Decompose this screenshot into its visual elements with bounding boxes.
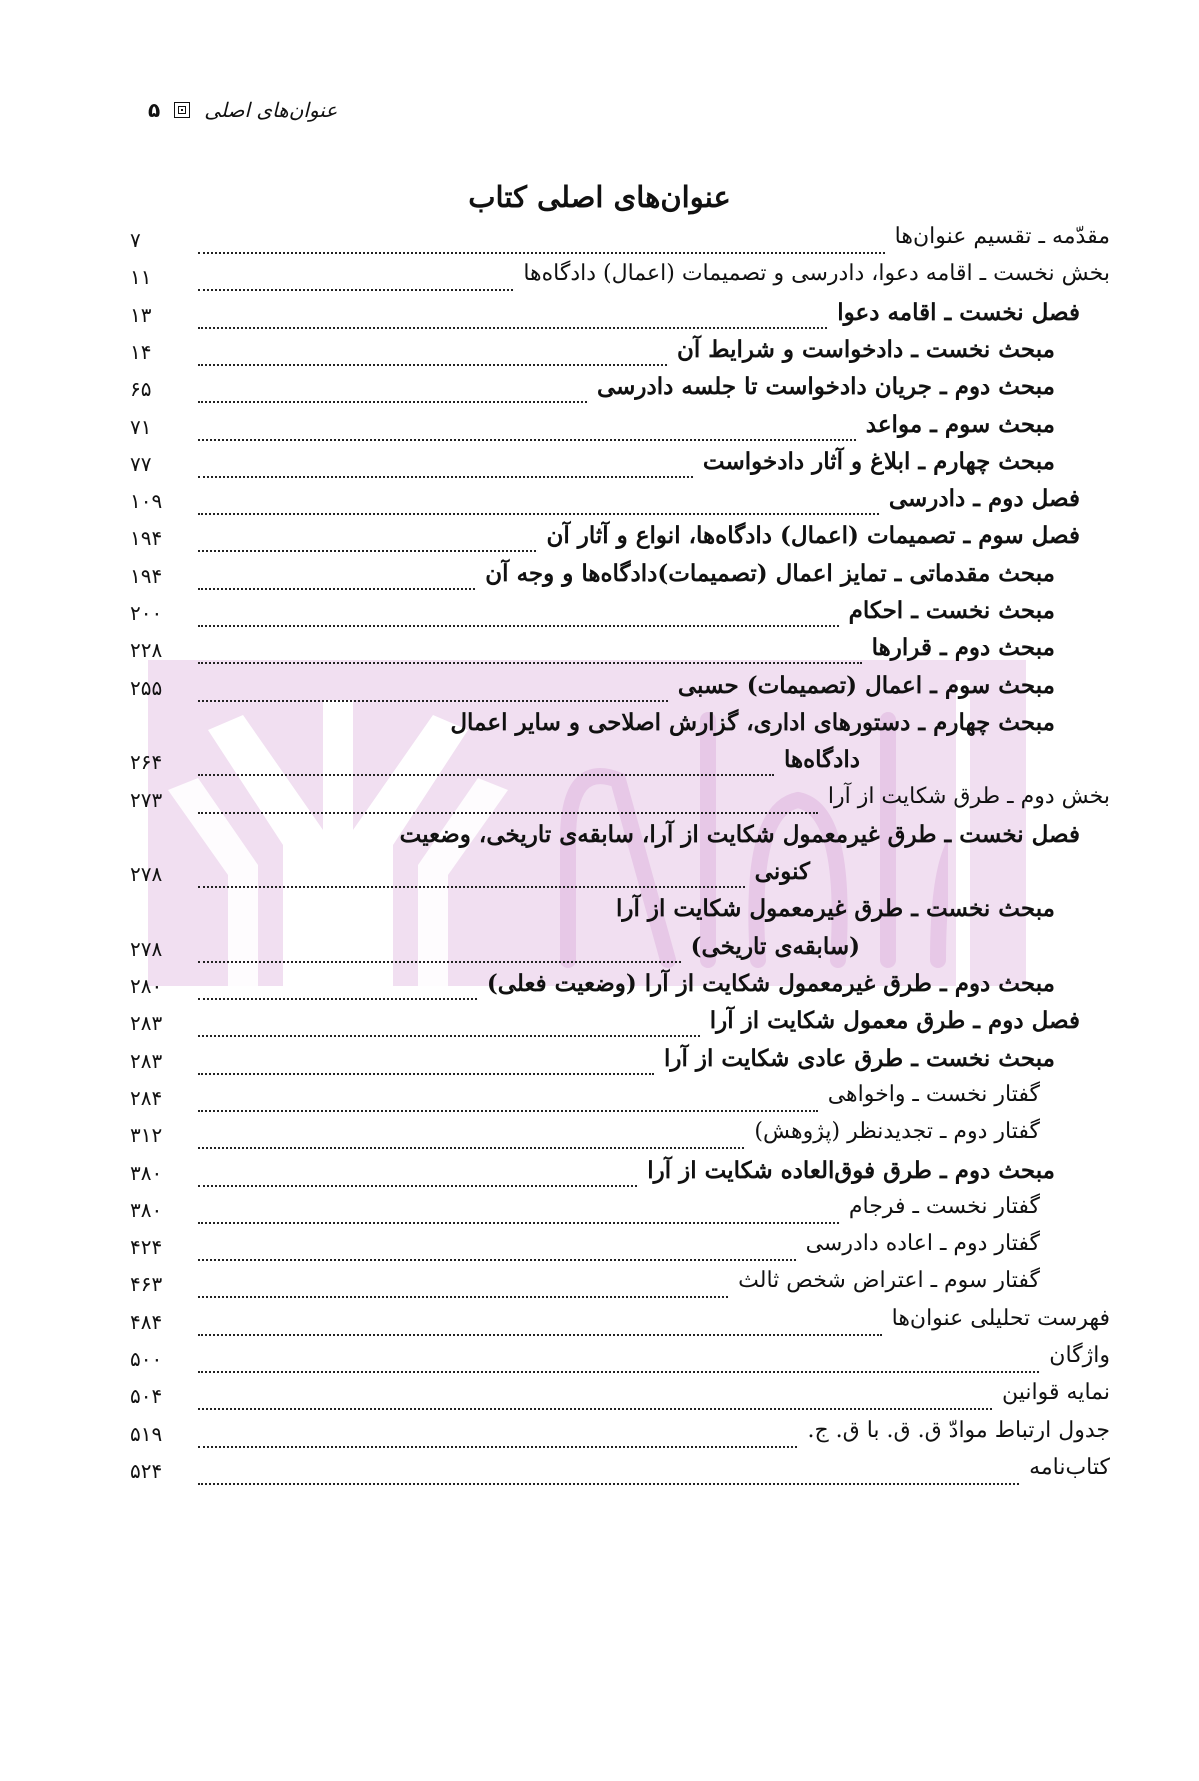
toc-entry[interactable]	[0, 1043, 1199, 1085]
toc-entry[interactable]	[0, 1453, 1199, 1495]
dot-leader	[198, 377, 587, 403]
toc-entry-page-number: ۴۶۳	[130, 1272, 163, 1297]
toc-entry-page-number: ۳۱۲	[130, 1123, 163, 1148]
framed-square-icon	[174, 102, 190, 118]
toc-entry[interactable]	[0, 1229, 1199, 1271]
toc-entry[interactable]	[0, 1304, 1199, 1346]
toc-entry[interactable]	[0, 409, 1199, 451]
toc-entry-label: مقدّمه ـ تقسیم عنوان‌ها	[894, 224, 1110, 249]
toc-entry[interactable]	[0, 931, 1199, 973]
toc-entry[interactable]	[0, 1117, 1199, 1159]
toc-entry-label: فصل نخست ـ طرق غیرمعمول شکایت از آرا، سابقه‌ی تاریخی، وضعیت	[399, 820, 1080, 848]
toc-entry-page-number: ۲۶۴	[130, 750, 163, 775]
toc-entry-label: گفتار دوم ـ تجدیدنظر (پژوهش)	[754, 1119, 1040, 1145]
toc-entry-label: مبحث مقدماتی ـ تمایز اعمال (تصمیمات)دادگاه‌ها و وجه آن	[485, 559, 1055, 587]
toc-entry-page-number: ۱۹۴	[130, 526, 163, 551]
toc-entry[interactable]	[0, 259, 1199, 301]
toc-entry-page-number: ۲۷۳	[130, 787, 163, 812]
dot-leader	[198, 788, 818, 814]
toc-entry-page-number: ۱۰۹	[130, 489, 163, 514]
toc-entry[interactable]	[0, 632, 1199, 674]
toc-entry[interactable]	[0, 334, 1199, 376]
dot-leader	[198, 937, 681, 963]
dot-leader	[198, 1310, 882, 1336]
toc-entry-page-number: ۲۸۳	[130, 1048, 163, 1073]
running-header-title: عنوان‌های اصلی	[204, 98, 338, 122]
toc-entry-page-number: ۲۷۸	[130, 862, 163, 887]
toc-entry-page-number: ۲۵۵	[130, 675, 163, 700]
toc-entry-page-number: ۲۲۸	[130, 638, 163, 663]
toc-entry-label: مبحث دوم ـ طرق غیرمعمول شکایت از آرا (وضعیت فعلی)	[486, 970, 1055, 997]
toc-entry-label: مبحث سوم ـ اعمال (تصمیمات) حسبی	[677, 671, 1055, 699]
toc-entry-page-number: ۵۱۹	[130, 1421, 163, 1446]
toc-entry[interactable]	[0, 446, 1199, 488]
toc-entry-page-number: ۲۸۳	[130, 1011, 163, 1036]
toc-entry-label: (سابقه‌ی تاریخی)	[690, 932, 860, 960]
toc-entry-page-number: ۵۲۴	[130, 1458, 163, 1483]
toc-entry-page-number: ۷۷	[130, 451, 152, 476]
toc-entry[interactable]	[0, 1416, 1199, 1458]
dot-leader	[198, 526, 536, 552]
toc-entry-page-number: ۲۸۰	[130, 974, 163, 998]
toc-title: عنوان‌های اصلی کتاب	[468, 180, 731, 214]
dot-leader	[198, 638, 862, 664]
toc-entry[interactable]	[0, 1192, 1199, 1234]
toc-entry[interactable]	[0, 558, 1199, 600]
dot-leader	[198, 1235, 796, 1261]
dot-leader	[198, 1459, 1019, 1485]
toc-entry-page-number: ۲۷۸	[130, 936, 163, 961]
dot-leader	[198, 1011, 700, 1037]
toc-entry-page-number: ۱۴	[130, 339, 152, 364]
toc-entry[interactable]	[0, 1341, 1199, 1383]
toc-entry-page-number: ۱۳	[130, 302, 152, 327]
dot-leader	[198, 862, 745, 888]
toc-entry[interactable]	[0, 371, 1199, 413]
toc-entry-label: مبحث چهارم ـ ابلاغ و آثار دادخواست	[702, 447, 1055, 475]
toc-entry[interactable]	[0, 1080, 1199, 1122]
toc-entry-label: مبحث نخست ـ طرق عادی شکایت از آرا	[664, 1044, 1055, 1072]
toc-entry-label: بخش دوم ـ طرق شکایت از آرا	[827, 783, 1110, 809]
dot-leader	[198, 340, 667, 366]
dot-leader	[198, 452, 693, 478]
dot-leader	[198, 1123, 744, 1149]
toc-entry[interactable]	[0, 595, 1199, 637]
dot-leader	[198, 303, 827, 329]
toc-entry[interactable]	[0, 297, 1199, 339]
toc-entry-page-number: ۴۲۴	[130, 1235, 163, 1260]
toc-entry[interactable]	[0, 520, 1199, 562]
toc-entry-page-number: ۱۹۴	[130, 563, 163, 588]
page-number: ۵	[148, 98, 161, 122]
toc-entry-label: فصل سوم ـ تصمیمات (اعمال) دادگاه‌ها، انواع و آثار آن	[546, 522, 1080, 550]
toc-entry-page-number: ۳۸۰	[130, 1197, 163, 1222]
toc-entry-page-number: ۶۵	[130, 377, 152, 402]
dot-leader	[198, 750, 774, 776]
toc-entry-label: مبحث نخست ـ احکام	[848, 597, 1055, 624]
toc-entry-line	[0, 707, 1199, 749]
toc-entry-page-number: ۷	[130, 228, 141, 252]
dot-leader	[198, 1422, 797, 1448]
toc-entry[interactable]	[0, 1266, 1199, 1308]
toc-entry-label: بخش نخست ـ اقامه دعوا، دادرسی و تصمیمات (اعمال) دادگاه‌ها	[523, 261, 1110, 287]
toc-entry[interactable]	[0, 1378, 1199, 1420]
dot-leader	[198, 1384, 992, 1410]
toc-entry-label: مبحث نخست ـ دادخواست و شرایط آن	[676, 335, 1055, 363]
toc-entry-line	[0, 893, 1199, 935]
dot-leader	[198, 1086, 818, 1112]
toc-entry-page-number: ۷۱	[130, 414, 152, 439]
toc-entry-label: فصل نخست ـ اقامه دعوا	[837, 298, 1080, 326]
dot-leader	[198, 265, 513, 291]
toc-entry[interactable]	[0, 856, 1199, 898]
toc-entry-label: نمایه قوانین	[1002, 1380, 1110, 1406]
dot-leader	[198, 676, 668, 702]
toc-entry-label: مبحث دوم ـ جریان دادخواست تا جلسه دادرسی	[596, 373, 1055, 401]
toc-entry-label: فصل دوم ـ دادرسی	[888, 485, 1080, 513]
toc-entry-page-number: ۵۰۴	[130, 1384, 163, 1409]
toc-entry-label: مبحث نخست ـ طرق غیرمعمول شکایت از آرا	[616, 895, 1055, 923]
toc-entry[interactable]	[0, 744, 1199, 786]
toc-entry[interactable]	[0, 222, 1199, 264]
toc-entry-label: گفتار نخست ـ واخواهی	[827, 1081, 1040, 1107]
dot-leader	[198, 974, 477, 1000]
toc-entry-label: مبحث دوم ـ طرق فوق‌العاده شکایت از آرا	[647, 1156, 1055, 1184]
toc-entry-label: فصل دوم ـ طرق معمول شکایت از آرا	[709, 1007, 1080, 1035]
toc-entry-label: کتاب‌نامه	[1029, 1454, 1110, 1480]
toc-entry-page-number: ۱۱	[130, 265, 152, 290]
toc-entry-label: فهرست تحلیلی عنوان‌ها	[891, 1305, 1110, 1331]
toc-entry-label: گفتار سوم ـ اعتراض شخص ثالث	[738, 1268, 1040, 1294]
toc-entry[interactable]	[0, 782, 1199, 824]
toc-entry-line	[0, 819, 1199, 861]
dot-leader	[198, 601, 839, 627]
toc-entry[interactable]	[0, 968, 1199, 1010]
toc-entry-label: مبحث سوم ـ مواعد	[865, 410, 1055, 438]
toc-entry-label: مبحث چهارم ـ دستورهای اداری، گزارش اصلاحی و سایر اعمال	[450, 708, 1055, 736]
running-header	[148, 98, 337, 122]
dot-leader	[198, 1161, 637, 1187]
dot-leader	[198, 489, 879, 515]
toc-entry-page-number: ۳۸۰	[130, 1160, 163, 1185]
dot-leader	[198, 415, 856, 441]
toc-entry-label: جدول ارتباط موادّ ق. ق. با ق. ج.	[807, 1417, 1110, 1443]
toc-entry[interactable]	[0, 670, 1199, 712]
toc-entry-page-number: ۴۸۴	[130, 1309, 163, 1334]
toc-entry-label: گفتار دوم ـ اعاده دادرسی	[805, 1231, 1040, 1257]
toc-entry-page-number: ۵۰۰	[130, 1347, 163, 1371]
dot-leader	[198, 1198, 839, 1224]
toc-entry[interactable]	[0, 1155, 1199, 1197]
dot-leader	[198, 1049, 654, 1075]
toc-entry-page-number: ۲۰۰	[130, 601, 163, 625]
toc-entry-label: کنونی	[754, 858, 810, 886]
dot-leader	[198, 564, 475, 590]
dot-leader	[198, 1272, 728, 1298]
toc-entry-label: گفتار نخست ـ فرجام	[848, 1193, 1040, 1219]
toc-entry[interactable]	[0, 1005, 1199, 1047]
toc-entry[interactable]	[0, 483, 1199, 525]
dot-leader	[198, 1347, 1039, 1373]
toc-entry-label: واژگان	[1049, 1343, 1110, 1368]
toc-entry-label: مبحث دوم ـ قرارها	[871, 634, 1055, 662]
toc-entry-page-number: ۲۸۴	[130, 1085, 163, 1110]
dot-leader	[198, 228, 885, 254]
toc-entry-label: دادگاه‌ها	[783, 746, 860, 774]
